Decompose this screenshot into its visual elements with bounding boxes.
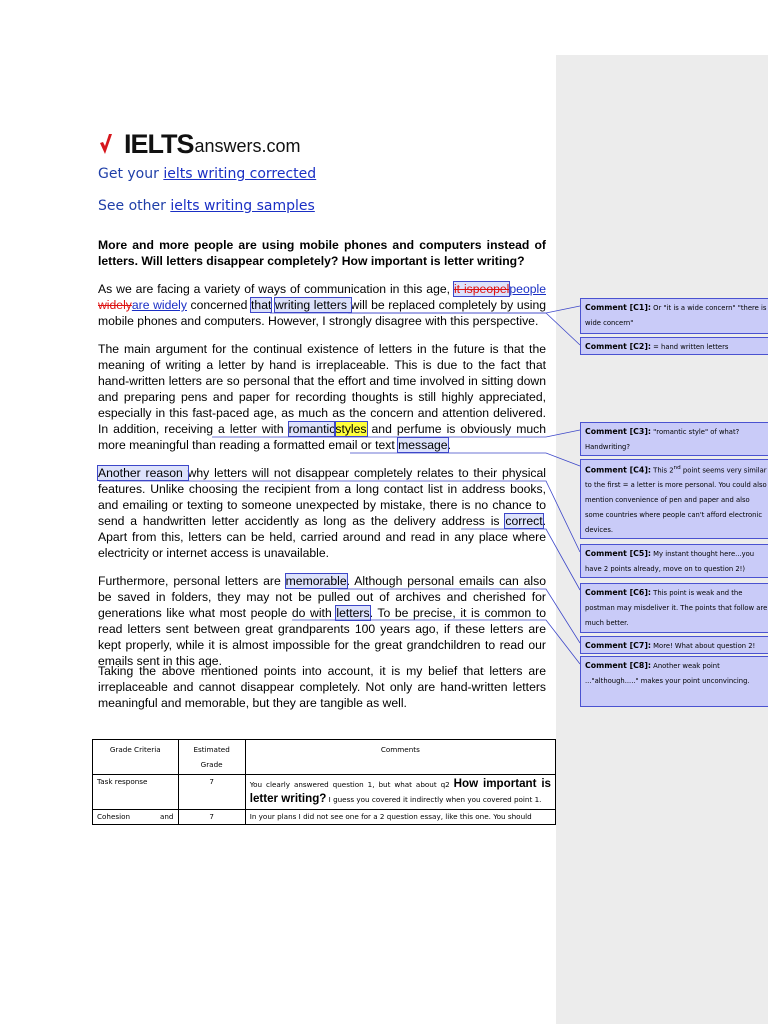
comment-c1-label: Comment [C1]: xyxy=(585,303,651,312)
comment-anchor-c4[interactable]: message xyxy=(398,438,448,452)
p3-text-a: why letters will not disappear completely relates to their physical features. Unlike choosing the recipient from a long contact list in address books, and emailing or texting to someone unexpected by mistake, there is no chance to send a handwritten letter accidently as long as the delivery address is xyxy=(98,466,546,528)
comment-c7[interactable] xyxy=(580,636,768,654)
p4-text-b: . Although personal emails can also be saved in folders, they may not be pulled out of archives and cherished for generations like what most people do with xyxy=(98,574,546,620)
table-row xyxy=(93,810,556,825)
p1-text-a: As we are facing a variety of ways of communication in this age, xyxy=(98,282,454,296)
header-grade-criteria: Grade Criteria xyxy=(93,740,179,775)
comment-anchor-c3-styles[interactable]: styles xyxy=(335,422,367,436)
comment-anchor-c1[interactable]: that xyxy=(251,298,272,312)
p2-text-b: and perfume is obviously much more meaningful than reading a formatted email or text xyxy=(98,422,546,452)
see-samples-prefix: See other xyxy=(98,198,171,214)
p3-text-b: . Apart from this, letters can be held, carried around and read in any place where electricity or internet access is unavailable. xyxy=(98,514,546,560)
p2-text-c: . xyxy=(447,438,451,452)
deleted-text-1: it ispeopel xyxy=(453,282,510,296)
comment-anchor-c3-romantic[interactable]: romantic xyxy=(288,422,336,436)
comment-anchor-c5[interactable]: Another reason xyxy=(98,466,188,480)
row-criteria-a: Cohesion xyxy=(97,812,131,821)
row-comment-b: I guess you covered it indirectly when you covered point 1. xyxy=(326,795,542,804)
row-comment-emphasis: How important is letter writing? xyxy=(249,777,551,805)
comment-c4-text-b: point seems very similar to the first = a letter is more personal. You could also mention convenience of pen and paper and also some countries where people can't afford electronic devices. xyxy=(585,466,767,535)
comment-c8-text: Another weak point ..."although....." makes your point unconvincing. xyxy=(585,662,750,685)
row-grade: 7 xyxy=(178,810,245,825)
comment-c7-label: Comment [C7]: xyxy=(585,641,651,650)
paragraph-conclusion: Taking the above mentioned points into account, it is my belief that letters are irreplaceable and cannot disappear completely. Not only are hand-written letters meaningful and memorable, but they are tangible as well. xyxy=(98,664,546,710)
ielts-writing-samples-link[interactable]: ielts writing samples xyxy=(170,198,315,214)
p1-text-e: will be replaced completely by using mobile phones and computers. However, I strongly disagree with this perspective. xyxy=(98,298,547,328)
comment-c5-text: My instant thought here...you have 2 points already, move on to question 2!) xyxy=(585,550,755,573)
comment-c1-text: Or "it is a wide concern" "there is wide concern" xyxy=(585,304,767,327)
logo-text-ielts: IELTS xyxy=(124,129,194,159)
row-comment xyxy=(245,775,555,810)
comment-anchor-c7[interactable]: memorable xyxy=(285,574,347,588)
comment-c4[interactable] xyxy=(580,459,768,539)
comment-anchor-c8[interactable]: letters xyxy=(336,606,370,620)
comment-c3-text: "romantic style" of what? Handwriting? xyxy=(585,428,740,451)
paragraph-furthermore xyxy=(98,573,546,669)
row-criteria-b: and xyxy=(159,812,174,821)
paragraph-another-reason xyxy=(98,465,546,561)
logo-text-answers: answers.com xyxy=(194,136,301,156)
row-grade: 7 xyxy=(178,775,245,810)
header-estimated-grade: Estimated Grade xyxy=(178,740,245,775)
row-criteria: Task response xyxy=(93,775,179,810)
inserted-text-1: people xyxy=(509,282,546,296)
comment-c4-text-a: This 2 xyxy=(653,466,674,475)
paragraph-main-argument xyxy=(98,341,546,453)
p1-text-b: concerned xyxy=(186,298,252,312)
grade-table xyxy=(92,739,556,825)
get-corrected-line xyxy=(98,166,316,182)
comment-c1[interactable] xyxy=(580,298,768,334)
comment-anchor-c2[interactable]: writing letters xyxy=(274,298,351,312)
p4-text-a: Furthermore, personal letters are xyxy=(98,574,286,588)
p2-text-a: The main argument for the continual existence of letters in the future is that the meaning of writing a letter by hand is irreplaceable. This is due to the fact that hand-written letters are so personal that the effort and time involved in sitting down and preparing pens and paper for recording thoughts is still highly appreciated, especially in this fast-paced age, as much as the concern and attention delivered. In addition, receiving a letter with xyxy=(98,342,546,436)
logo-check-icon xyxy=(100,132,122,156)
essay-question: More and more people are using mobile phones and computers instead of letters. Will letters disappear completely? How important is letter writing? xyxy=(98,238,546,268)
comment-c8-label: Comment [C8]: xyxy=(585,661,651,670)
comment-c3-label: Comment [C3]: xyxy=(585,427,651,436)
comment-margin-pane xyxy=(556,55,768,1024)
ielts-writing-corrected-link[interactable]: ielts writing corrected xyxy=(163,166,317,182)
row-criteria xyxy=(93,810,179,825)
comment-c6-text: This point is weak and the postman may misdeliver it. The points that follow are much better. xyxy=(585,589,768,627)
comment-anchor-c6[interactable]: correct xyxy=(505,514,543,528)
inserted-text-2: are widely xyxy=(131,298,187,312)
deleted-text-2: widely xyxy=(98,298,132,312)
see-samples-line xyxy=(98,198,315,214)
table-row xyxy=(93,775,556,810)
comment-c4-sup: nd xyxy=(673,465,681,471)
get-corrected-prefix: Get your xyxy=(98,166,164,182)
comment-c7-text: More! What about question 2! xyxy=(653,642,756,650)
comment-c3[interactable] xyxy=(580,422,768,456)
comment-c8[interactable] xyxy=(580,656,768,707)
comment-c2[interactable] xyxy=(580,337,768,355)
grade-table-header-row xyxy=(93,740,556,775)
header-comments: Comments xyxy=(245,740,555,775)
comment-c2-text: = hand written letters xyxy=(653,343,729,351)
row-comment: In your plans I did not see one for a 2 question essay, like this one. You should xyxy=(245,810,555,825)
comment-c6[interactable] xyxy=(580,583,768,633)
paragraph-intro xyxy=(98,281,546,329)
comment-c6-label: Comment [C6]: xyxy=(585,588,651,597)
comment-c2-label: Comment [C2]: xyxy=(585,342,651,351)
ieltsanswers-logo xyxy=(100,129,301,159)
p4-text-c: . To be precise, it is common to read letters sent between great grandparents 100 years ago, if these letters are kept properly, while it is almost impossible for the great grandchildren to read our emails sent in this age. xyxy=(98,606,547,668)
comment-c5[interactable] xyxy=(580,544,768,578)
comment-c4-label: Comment [C4]: xyxy=(585,465,651,475)
comment-c5-label: Comment [C5]: xyxy=(585,549,651,558)
row-comment-a: You clearly answered question 1, but what about q2 xyxy=(249,780,454,789)
